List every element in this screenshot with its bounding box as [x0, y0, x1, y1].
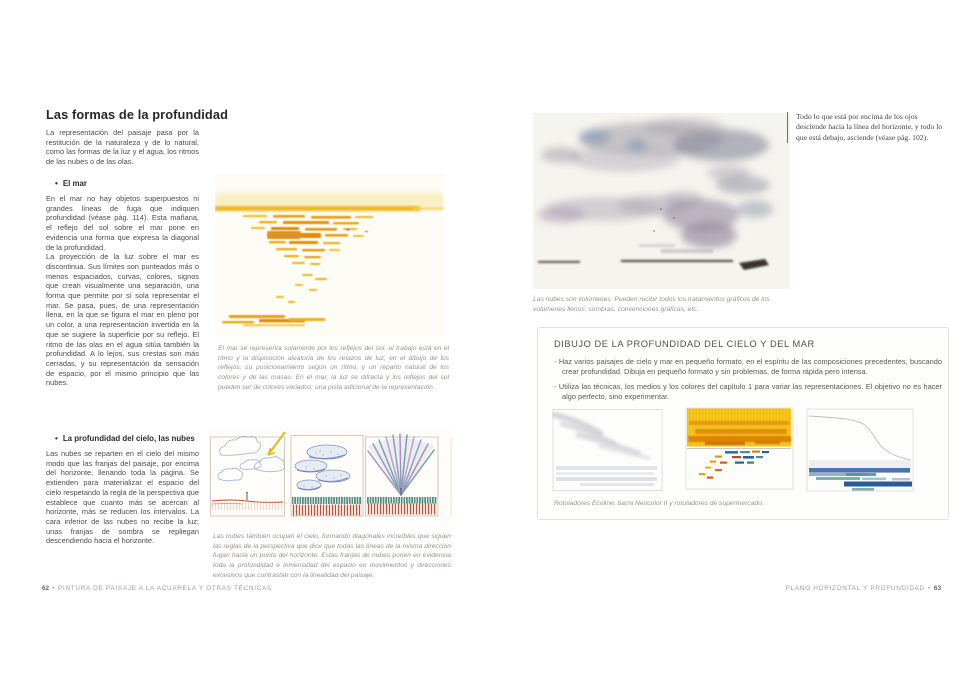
- cloud-volumes-watercolor: [533, 113, 790, 289]
- footer-right-label: PLANO HORIZONTAL Y PROFUNDIDAD: [785, 585, 925, 592]
- page-number-right: 63: [933, 585, 941, 592]
- footer-left-label: PINTURA DE PAISAJE A LA ACUARELA Y OTRAS TÉCNICAS: [58, 585, 272, 592]
- section-heading-sea-label: El mar: [62, 179, 87, 188]
- bullet-icon: •: [55, 178, 58, 188]
- bullet-icon: •: [55, 433, 58, 443]
- exercise-box-caption: Rotuladores Ecoline, barra Neocolor II y rotuladores de supermercado.: [554, 500, 764, 507]
- intro-paragraph: La representación del paisaje pasa por la restitución de la naturaleza y de lo natural, como las formas de la luz y el agua, los ritmos de las nubes o de las olas.: [46, 128, 199, 166]
- dash-bullet-icon: -: [554, 382, 557, 391]
- cloud-watercolor-caption: Las nubes son volúmenes. Pueden recibir todos los tratamientos gráficos de los volúmenes llenos: sombras, convenciones gráficas, etc.: [533, 296, 770, 313]
- exercise-sketch-gray-clouds: [552, 408, 664, 494]
- exercise-bullet-1: [554, 357, 942, 376]
- exercise-sketch-blue-sea: [806, 408, 916, 494]
- dash-bullet-icon: -: [554, 357, 557, 366]
- page-title: Las formas de la profundidad: [46, 107, 228, 122]
- margin-note: Todo lo que está por encima de los ojos desciende hacia la línea del horizonte, y todo lo que está debajo, asciende (véase pág. 102).: [787, 112, 946, 143]
- section-heading-clouds: [55, 434, 195, 443]
- footer-left: [42, 585, 272, 592]
- sea-paragraph-1: En el mar no hay objetos superpuestos ni grandes líneas de fuga que indiquen profundidad (véase pág. 114). Esta mañana, el reflejo del sol sobre el mar pone en evidencia una forma que expresa la diagonal de la profundidad.: [46, 194, 199, 252]
- sea-section-text: [46, 194, 199, 388]
- footer-separator: •: [927, 585, 931, 592]
- footer-right: [786, 585, 941, 592]
- exercise-bullet-1-text: Haz varios paisajes de cielo y mar en pequeño formato, en el espíritu de las composiciones precedentes, buscando crear profundidad. Dibuja en pequeño formato y sin problemas, de forma rápida pero intensa.: [558, 357, 942, 376]
- sea-illustration-caption: El mar se representa solamente por los reflejos del sol, el trabajo está en el ritmo y la disposición aleatoria de los retazos de luz; en el dibujo de los reflejos, su posicionamiento según un ritmo, y un reparto natural de los colores y de las masas. En el mar, la luz se difracta y los reflejos del sol pueden ser de colores variados: una pista adicional de la representación.: [218, 345, 449, 391]
- footer-separator: •: [52, 585, 56, 592]
- clouds-illustration-caption: Las nubes también ocupan el cielo, formando diagonales increíbles que siguen las reglas de la perspectiva que dice que todas las líneas de la misma dirección fugan hacia un punto del horizonte. Estas franjas de nubes ponen en evidencia toda la profundidad e inmensidad del espacio en movimientos y direcciones excesivos que contrastan con la linealidad del paisaje.: [213, 533, 451, 579]
- clouds-panels-illustration: [208, 428, 455, 523]
- exercise-box-title: DIBUJO DE LA PROFUNDIDAD DEL CIELO Y DEL MAR: [554, 339, 815, 349]
- clouds-section-text: [46, 449, 199, 546]
- exercise-bullet-2: [554, 382, 942, 401]
- section-heading-clouds-label: La profundidad del cielo, las nubes: [62, 434, 195, 443]
- exercise-bullet-2-text: Utiliza las técnicas, los medios y los colores del capítulo 1 para variar las representaciones. El objetivo no es hacer algo perfecto, sino experimentar.: [558, 382, 942, 401]
- sea-reflections-illustration: [215, 174, 444, 337]
- clouds-paragraph-1: Las nubes se reparten en el cielo del mismo modo que las franjas del paisaje, por encima del horizonte, llenando toda la página. Se extienden para materializar el espacio del cielo respetando la regla de la perspectiva que establece que cuanto más se acercan al horizonte, más se reducen los intervalos. La cara inferior de las nubes no recibe la luz; unas franjas de sombra se repliegan descendiendo hacia el horizonte.: [46, 449, 199, 546]
- exercise-sketch-yellow-sky: [685, 407, 795, 491]
- page-number-left: 62: [42, 585, 50, 592]
- section-heading-sea: [55, 179, 87, 188]
- exercise-box: [537, 327, 949, 520]
- sea-paragraph-2: La proyección de la luz sobre el mar es discontinua. Sus límites son punteados más o menos espaciados, curvas, colores, signos que crean visualmente una separación, una forma que permite por sí sola representar el mar. Se pasa, pues, de una representación llena, en la que se figura el mar en pleno por un color, a una representación invertida en la que se sugiere la superficie por su reflejo. El ritmo de las olas en el agua sitúa también la profundidad. A lo lejos, sus crestas son más cerradas, y su representación da sensación de espacio, por el mismo principio que las nubes.: [46, 252, 199, 388]
